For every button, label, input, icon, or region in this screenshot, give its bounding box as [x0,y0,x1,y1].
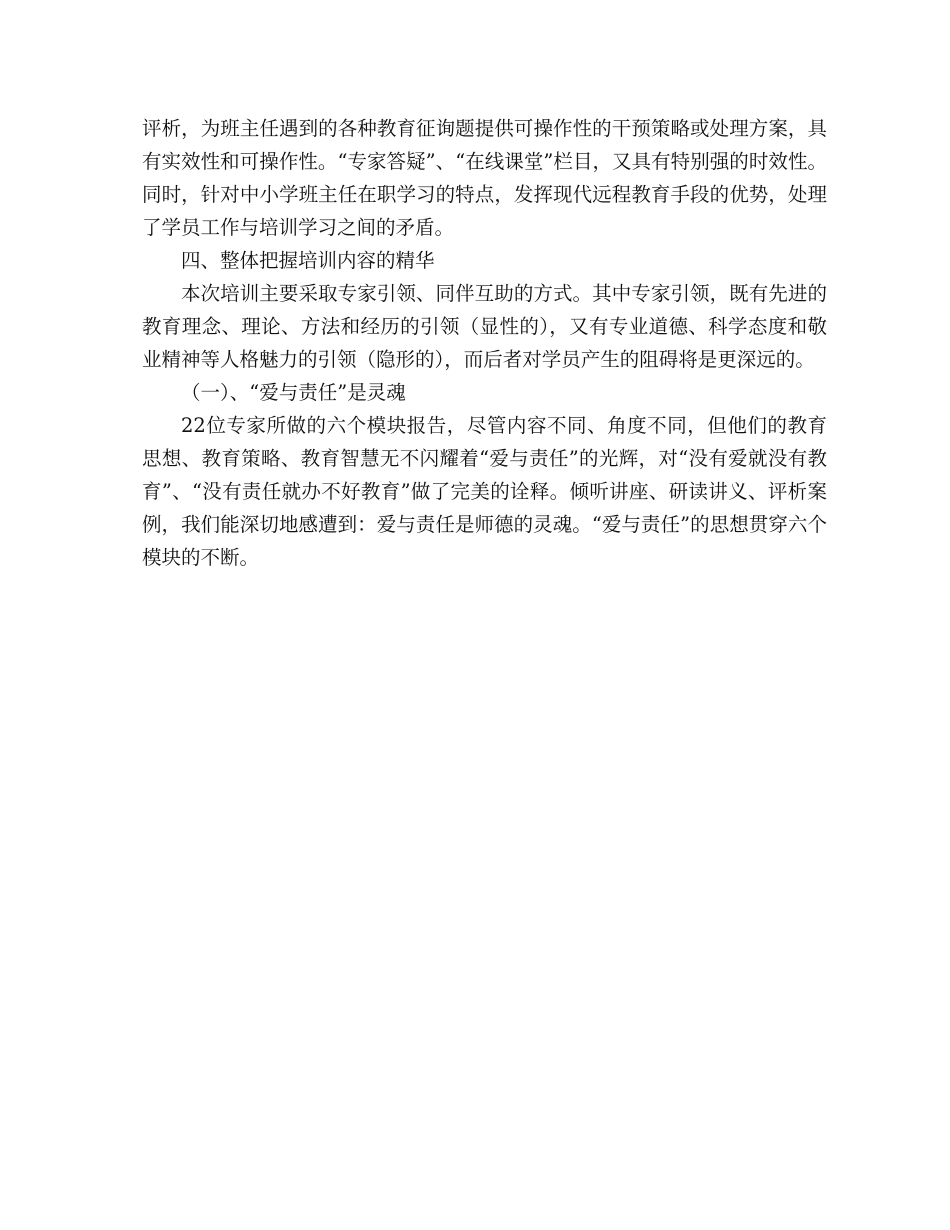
paragraph-training-methods: 本次培训主要采取专家引领、同伴互助的方式。其中专家引领，既有先进的教育理念、理论、方法和经历的引领（显性的），又有专业道德、科学态度和敬业精神等人格魅力的引领（隐形的），而后者对学员产生的阻碍将是更深远的。 [142,282,827,371]
paragraph-expert-reports: 22位专家所做的六个模块报告，尽管内容不同、角度不同，但他们的教育思想、教育策略、教育智慧无不闪耀着“爱与责任”的光辉，对“没有爱就没有教育”、“没有责任就办不好教育”做了完美的诠释。倾听讲座、研读讲义、评析案例，我们能深切地感遭到：爱与责任是师德的灵魂。“爱与责任”的思想贯穿六个模块的不断。 [142,414,827,569]
section-heading-four: 四、整体把握培训内容的精华 [181,249,435,272]
subsection-heading-love-responsibility: （一）、“爱与责任”是灵魂 [181,381,406,404]
paragraph-continuation: 评析，为班主任遇到的各种教育征询题提供可操作性的干预策略或处理方案，具有实效性和可操作性。“专家答疑”、“在线课堂”栏目，又具有特别强的时效性。同时，针对中小学班主任在职学习的特点，发挥现代远程教育手段的优势，处理了学员工作与培训学习之间的矛盾。 [142,117,827,239]
document-body [142,112,827,574]
